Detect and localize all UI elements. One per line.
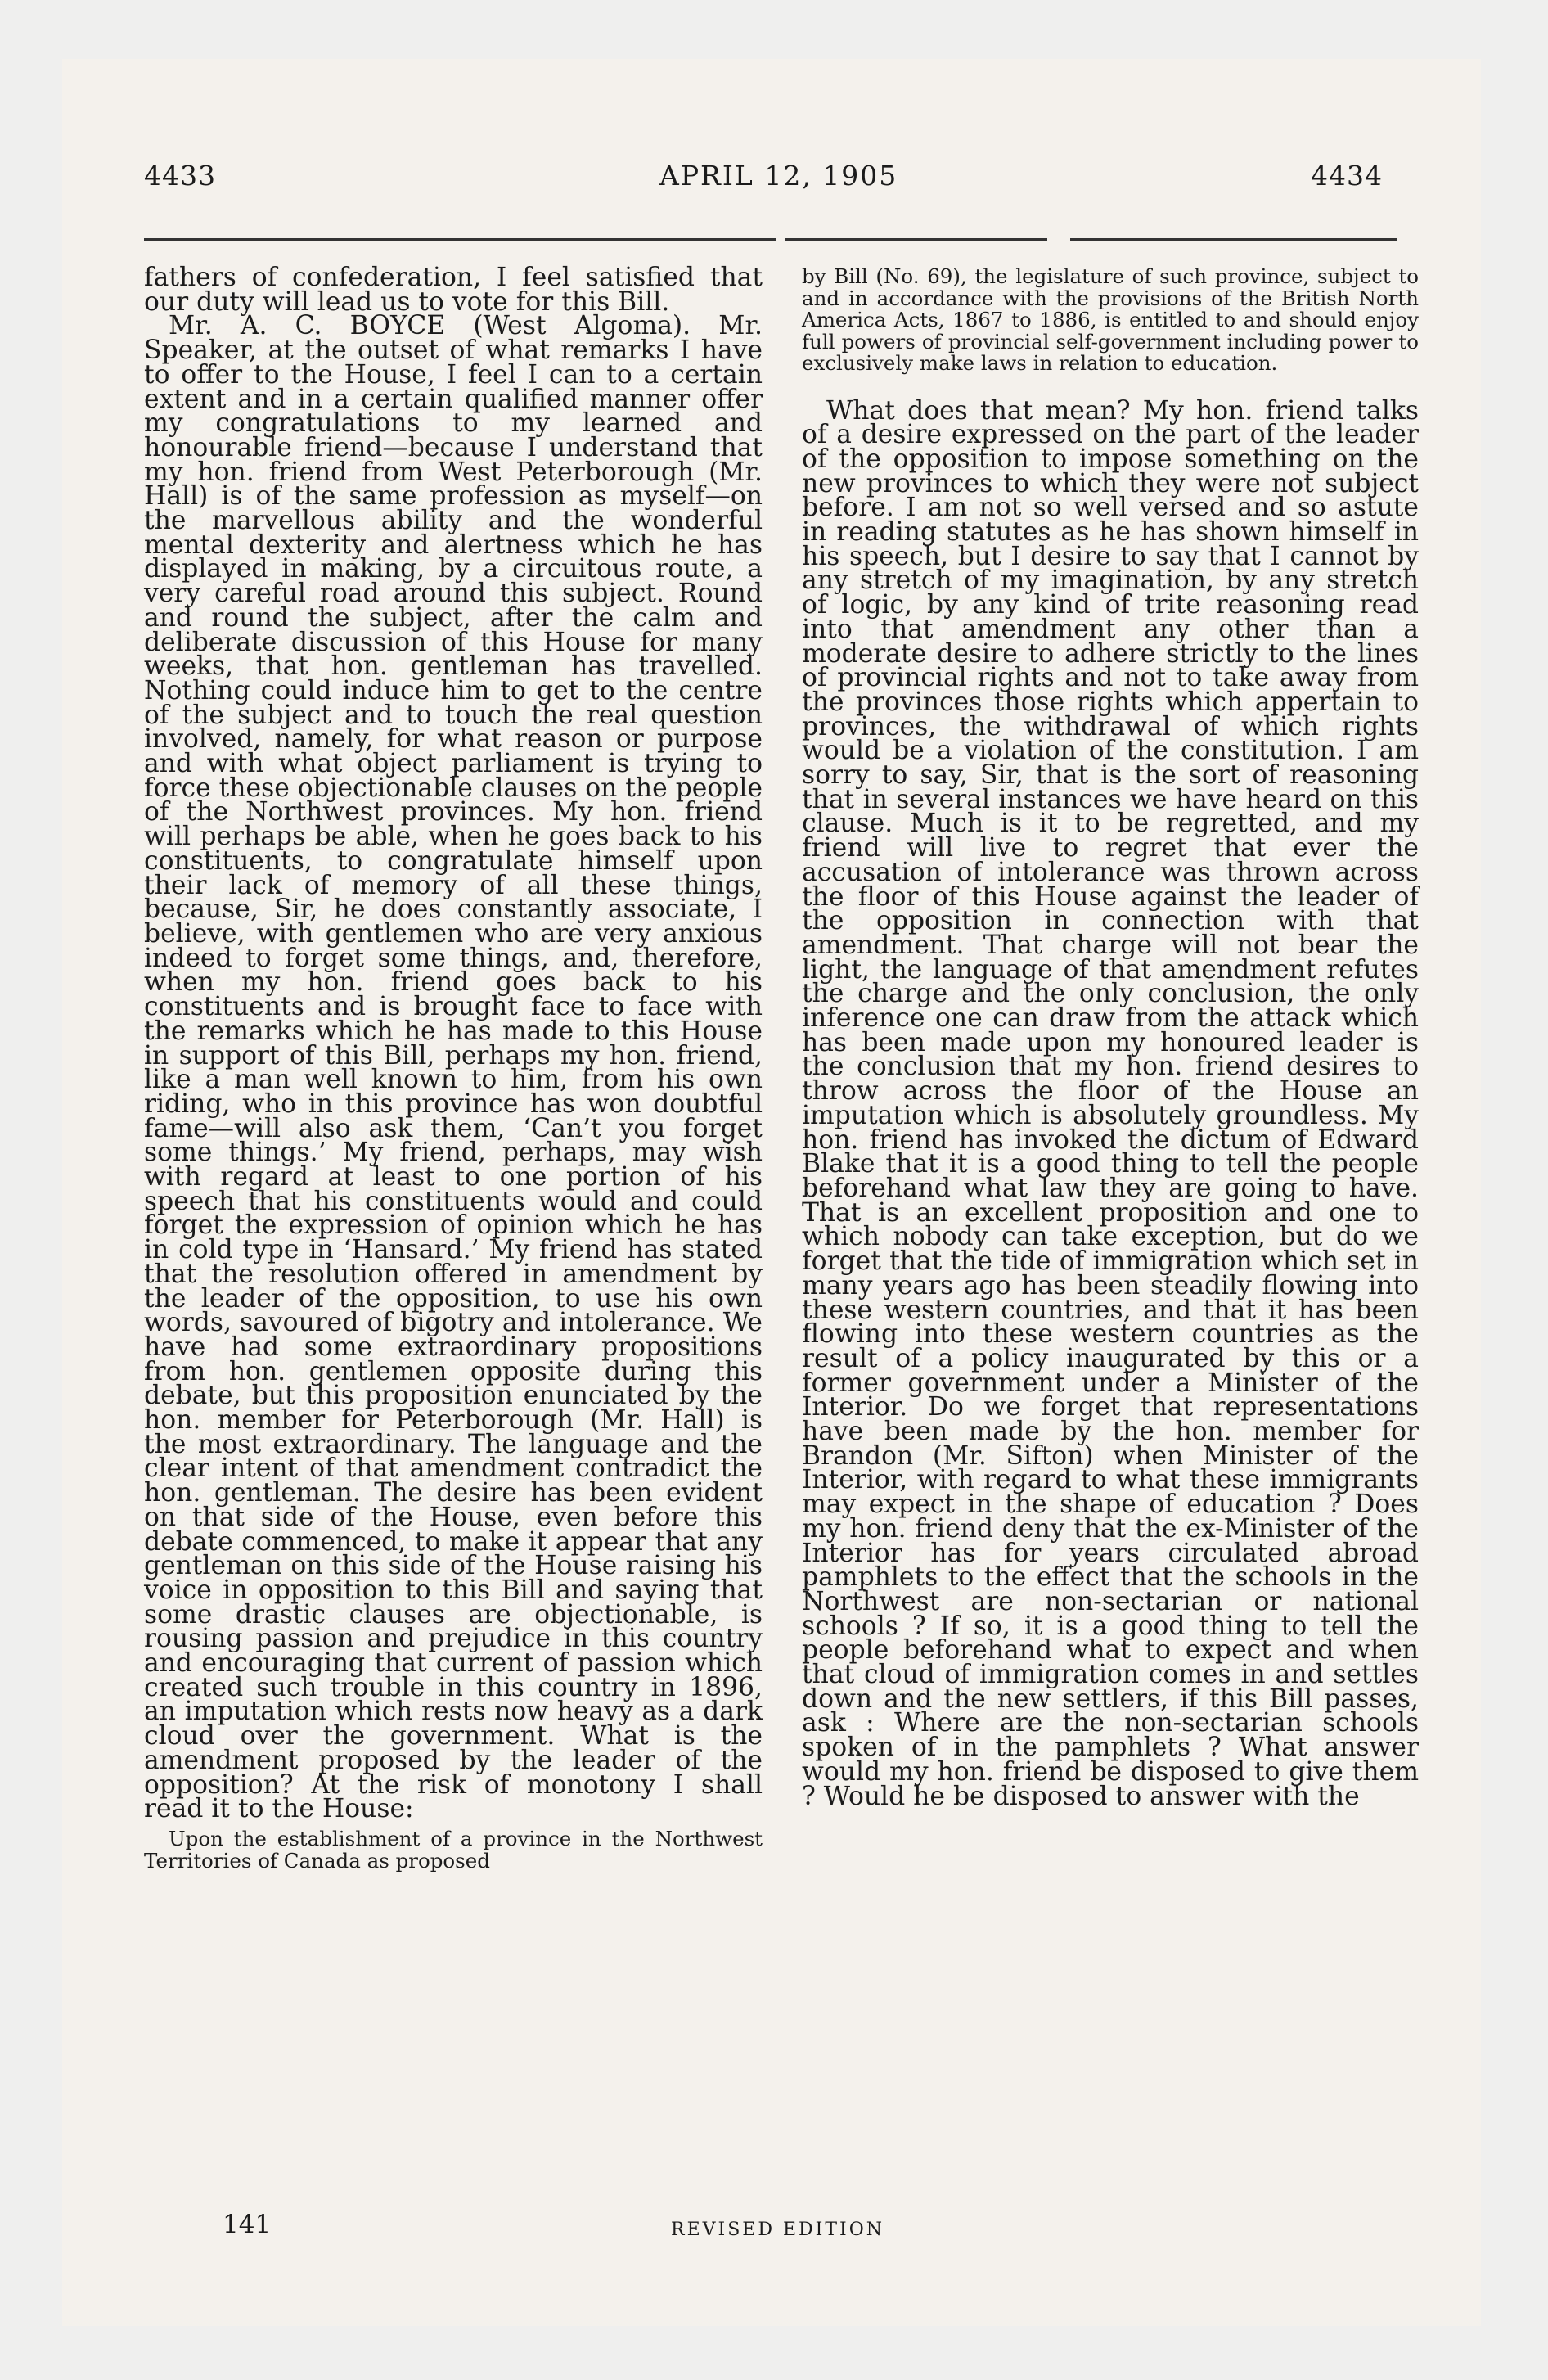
paragraph-boyce-speech: Mr. A. C. BOYCE (West Algoma). Mr. Speaker, at the outset of what remarks I have to offer to the House, I feel I can to a certain extent and in a certain qualified manner offer my congratulations to my learned and honourable friend—because I understand that my hon. friend from West Peterborough (Mr. Hall) is of the same profession as myself—on the marvellous ability and the wonderful mental dexterity and alertness which he has displayed in making, by a circuitous route, a very careful road around this subject. Round and round the subject, after the calm and deliberate discussion of this House for many weeks, that hon. gentleman has travelled. Nothing could induce him to get to the centre of the subject and to touch the real question involved, namely, for what reason or purpose and with what object parliament is trying to force these objectionable clauses on the people of the Northwest provinces. My hon. friend will perhaps be able, when he goes back to his constituents, to congratulate himself upon their lack of memory of all these things, because, Sir, he does constantly associate, I believe, with gentlemen who are very anxious indeed to forget some things, and, therefore, when my hon. friend goes back to his constituents and is brought face to face with the remarks which he has made to this House in support of this Bill, perhaps my hon. friend, like a man well known to him, from his own riding, who in this province has won doubtful fame—will also ask them, ‘Can’t you forget some things.’ My friend, perhaps, may wish with regard at least to one portion of his speech that his constituents would and could forget the expression of opinion which he has in cold type in ‘Hansard.’ My friend has stated that the resolution offered in amendment by the leader of the opposition, to use his own words, savoured of bigotry and intolerance. We have had some extraordinary propositions from hon. gentlemen opposite during this debate, but this proposition enunciated by the hon. member for Peterborough (Mr. Hall) is the most extraordinary. The language and the clear intent of that amendment contradict the hon. gentleman. The desire has been evident on that side of the House, even before this debate commenced, to make it appear that any gentleman on this side of the House raising his voice in opposition to this Bill and saying that some drastic clauses are objectionable, is rousing passion and prejudice in this country and encouraging that current of passion which created such trouble in this country in 1896, an imputation which rests now heavy as a dark cloud over the government. What is the amendment proposed by the leader of the opposition? At the risk of monotony I shall read it to the House: [144,311,763,1824]
header-rule-left [144,238,776,241]
header-rule-middle [785,238,1047,241]
left-page-number: 4433 [144,160,216,192]
left-column [144,263,763,1873]
paragraph: fathers of confederation, I feel satisfied that our duty will lead us to vote for this Bill. [144,263,763,317]
paragraph: What does that mean? My hon. friend talks of a desire expressed on the part of the leader of the opposition to impose something on the new provinces to which they were not subject before. I am not so well versed and so astute in reading statutes as he has shown himself in his speech, but I desire to say that I cannot by any stretch of my imagination, by any stretch of logic, by any kind of trite reasoning read into that amendment any other than a moderate desire to adhere strictly to the lines of provincial rights and not to take away from the provinces those rights which appertain to provinces, the withdrawal of which rights would be a violation of the constitution. I am sorry to say, Sir, that is the sort of reasoning that in several instances we have heard on this clause. Much is it to be regretted, and my friend will live to regret that ever the accusation of intolerance was thrown across the floor of this House against the leader of the opposition in connection with that amendment. That charge will not bear the light, the language of that amendment refutes the charge and the only conclusion, the only inference one can draw from the attack which has been made upon my honoured leader is the conclusion that my hon. friend desires to throw across the floor of the House an imputation which is absolutely groundless. My hon. friend has invoked the dictum of Edward Blake that it is a good thing to tell the people beforehand what law they are going to have. That is an excellent proposition and one to which nobody can take exception, but do we forget that the tide of immigration which set in many years ago has been steadily flowing into these western countries, and that it has been flowing into these western countries as the result of a policy inaugurated by this or a former government under a Minister of the Interior. Do we forget that representations have been made by the hon. member for Brandon (Mr. Sifton) when Minister of the Interior, with regard to what these immigrants may expect in the shape of education ? Does my hon. friend deny that the ex-Minister of the Interior has for years circulated abroad pamphlets to the effect that the schools in the Northwest are non-sectarian or national schools ? If so, it is a good thing to tell the people beforehand what to expect and when that cloud of immigration comes in and settles down and the new settlers, if this Bill passes, ask : Where are the non-sectarian schools spoken of in the pamphlets ? What answer would my hon. friend be disposed to give them ? Would he be disposed to answer with the [802,395,1419,1811]
edition-label: REVISED EDITION [671,2220,885,2240]
page-title-date: APRIL 12, 1905 [659,160,898,192]
right-column [802,266,1419,1809]
signature-mark: 141 [223,2210,272,2239]
quoted-amendment-continued: by Bill (No. 69), the legislature of such province, subject to and in accordance with the provisions of the British North America Acts, 1867 to 1886, is entitled to and should enjoy full powers of provincial self-government including power to exclusively make laws in relation to education. [802,264,1419,375]
header-rule-right [1070,238,1397,241]
right-page-number: 4434 [1311,160,1383,192]
quoted-amendment-start: Upon the establishment of a province in the Northwest Territories of Canada as proposed [144,1827,763,1873]
